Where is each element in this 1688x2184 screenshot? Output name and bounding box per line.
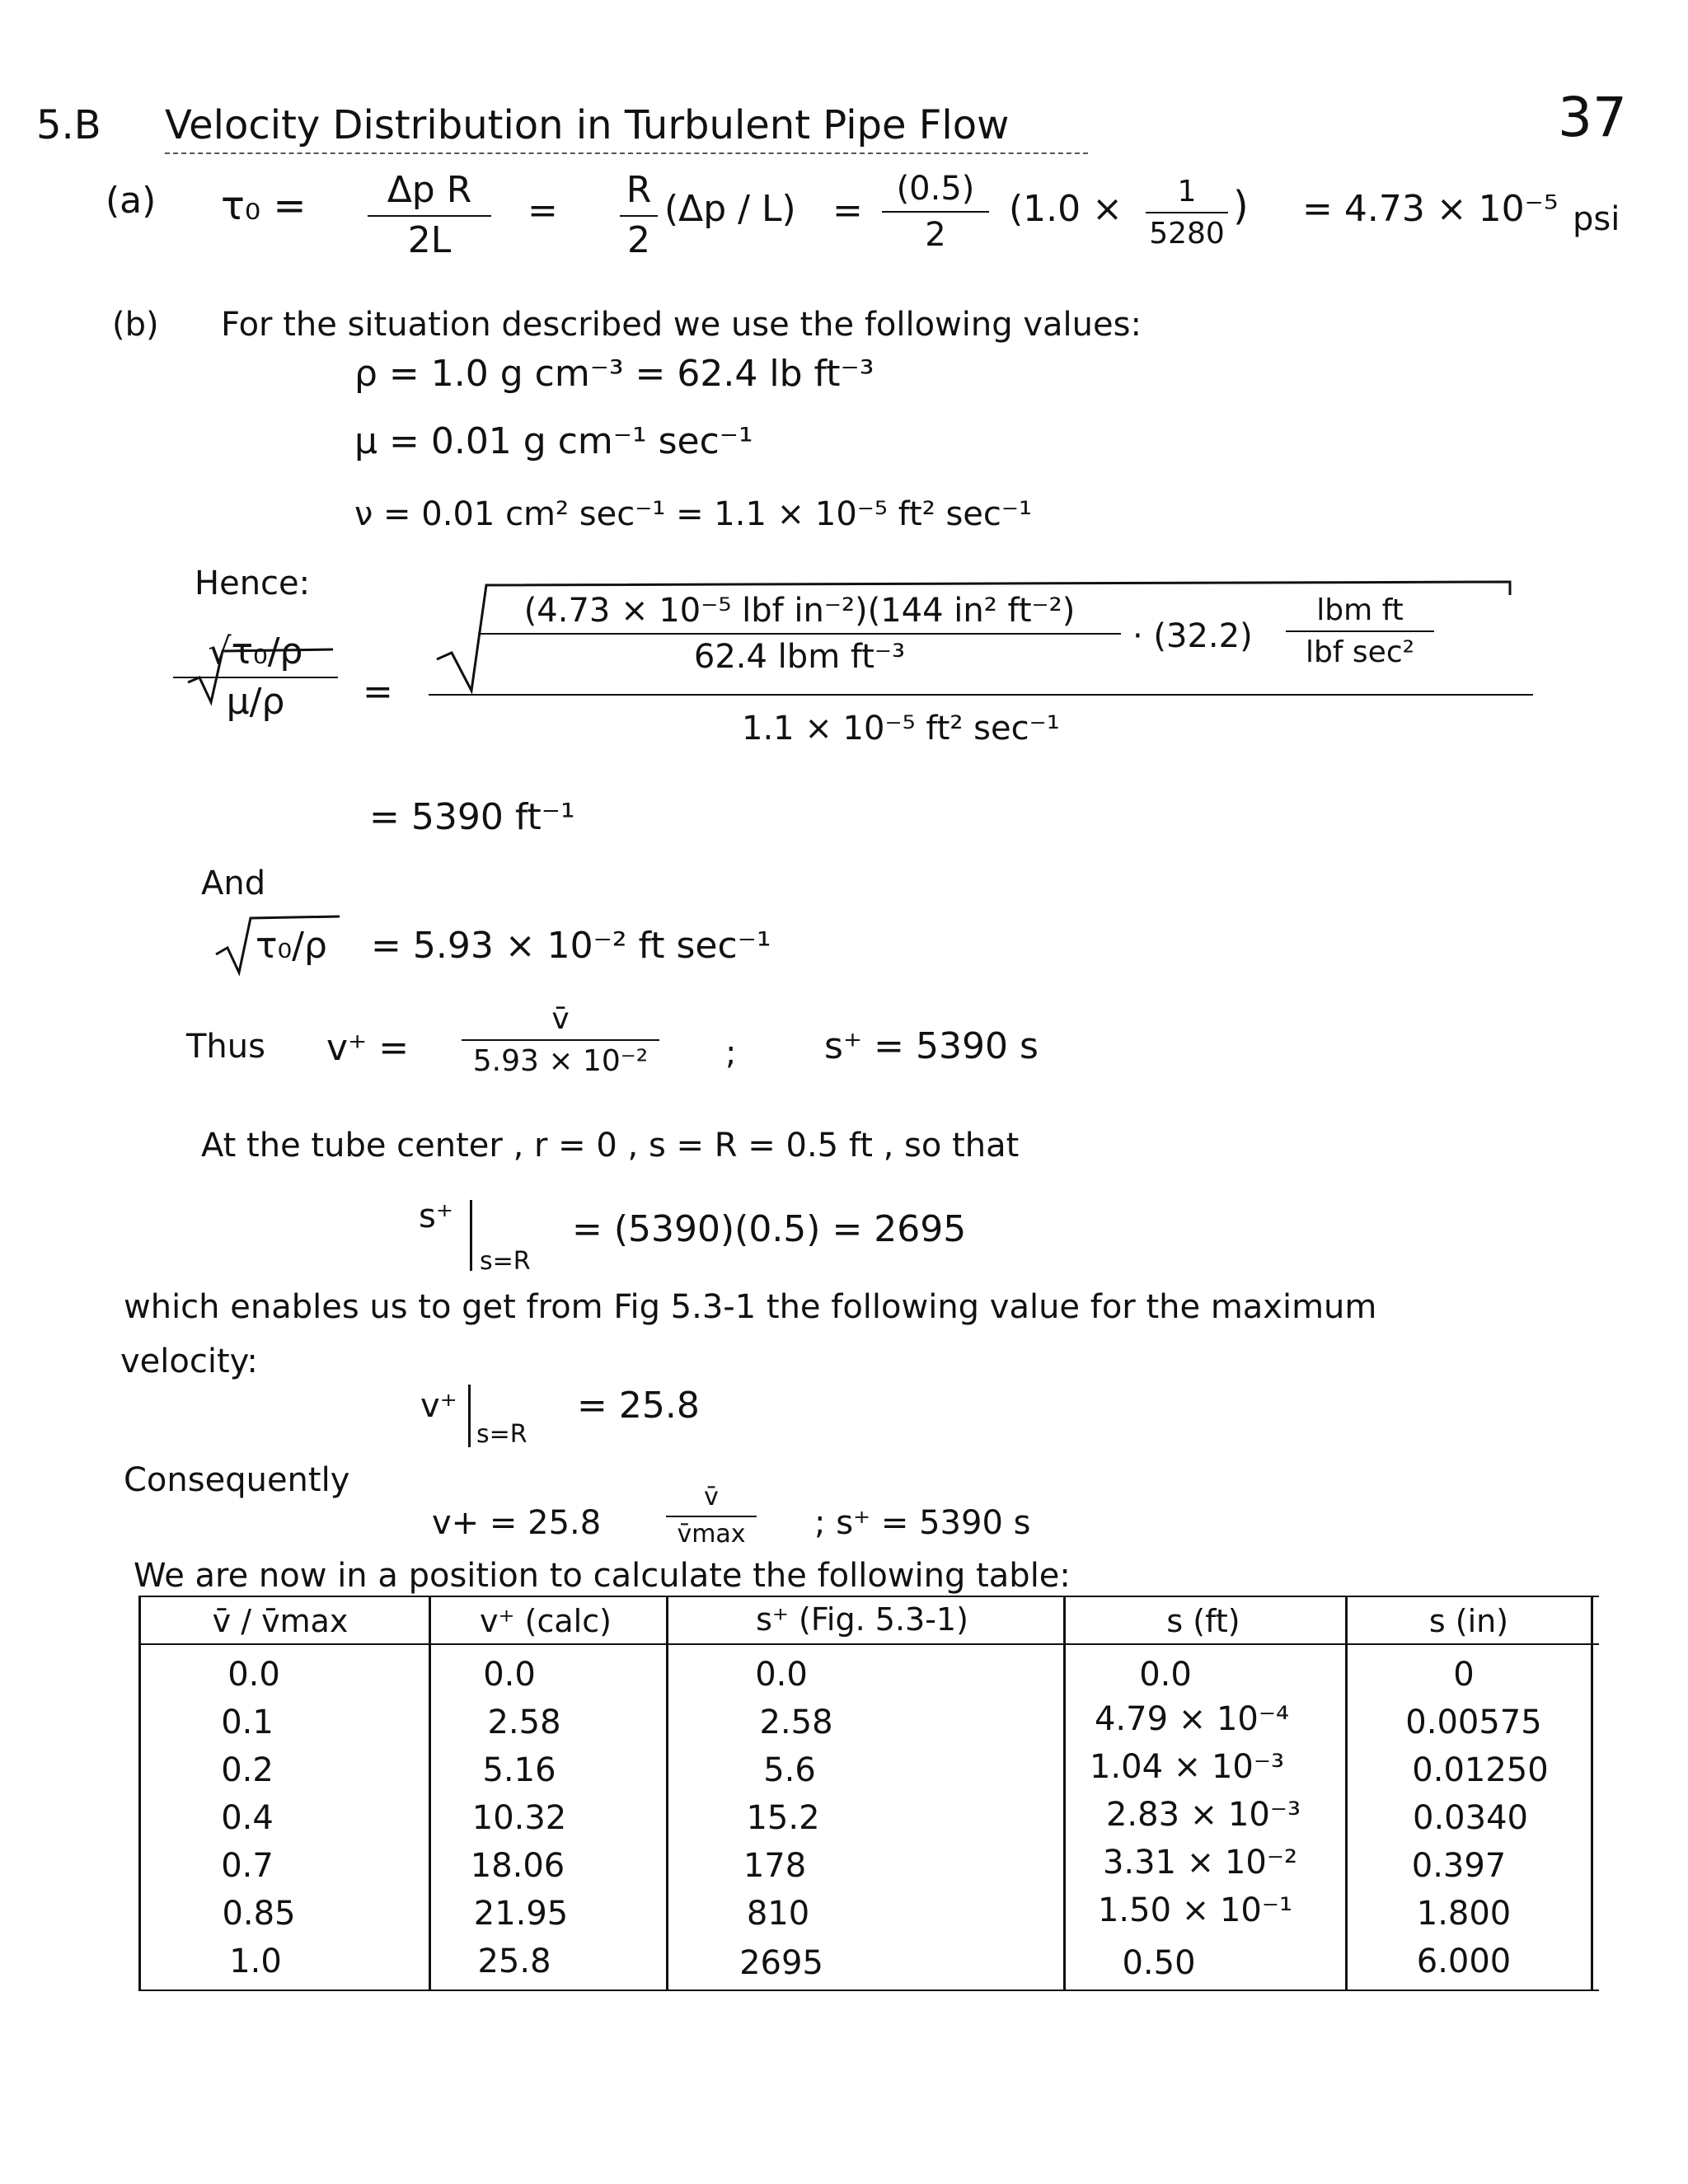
table-top-rule [138, 1596, 1599, 1597]
hence-label: Hence: [195, 565, 311, 602]
table-cell: 15.2 [746, 1799, 820, 1837]
fraction-numerator: lbm ft [1316, 593, 1404, 627]
fraction-denominator: 2 [627, 218, 650, 261]
table-cell: 0.2 [221, 1751, 274, 1789]
and-label: And [201, 865, 266, 902]
table-cell: 0.0 [483, 1656, 536, 1694]
part-b-label: (b) [112, 306, 159, 344]
tau-zero-result: = 4.73 × 10⁻⁵ [1302, 188, 1559, 230]
fraction-numerator: 1 [1177, 175, 1197, 209]
fraction-denominator: 2 [925, 216, 946, 254]
table-column-rule [1345, 1596, 1348, 1990]
density-line: ρ = 1.0 g cm⁻³ = 62.4 lb ft⁻³ [354, 353, 874, 395]
fraction-denominator: μ/ρ [226, 680, 285, 723]
vplus-at-R-rhs: = 25.8 [577, 1385, 700, 1427]
table-cell: 0.397 [1411, 1847, 1507, 1885]
equals-sign-2: = [832, 190, 863, 232]
page-number: 37 [1558, 86, 1627, 149]
table-column-rule [1063, 1596, 1066, 1990]
result-5390: = 5390 ft⁻¹ [369, 796, 575, 838]
fraction-bar [1286, 630, 1434, 632]
vplus-at-R-lhs: v⁺ [420, 1387, 457, 1425]
table-cell: 1.0 [229, 1943, 282, 1980]
table-cell: 18.06 [470, 1847, 565, 1885]
table-cell: 1.800 [1416, 1895, 1512, 1933]
splus-at-R-sub: s=R [480, 1247, 531, 1276]
table-cell: 2.58 [487, 1704, 561, 1741]
table-header-cell: s⁺ (Fig. 5.3-1) [756, 1601, 968, 1638]
part-b-intro: For the situation described we use the following values: [221, 306, 1142, 344]
table-cell: 0.0 [1139, 1656, 1192, 1694]
table-header-rule [138, 1643, 1599, 1645]
table-cell: 810 [746, 1895, 810, 1933]
fraction-bar [462, 1039, 659, 1041]
table-intro: We are now in a position to calculate the following table: [134, 1557, 1071, 1595]
splus-at-R-lhs: s⁺ [419, 1197, 453, 1235]
table-cell: 5.16 [482, 1751, 556, 1789]
unit-psi: psi [1573, 200, 1620, 238]
thus-label: Thus [186, 1028, 265, 1066]
equals-sign-1: = [528, 190, 558, 232]
table-header-cell: s (ft) [1166, 1603, 1240, 1639]
table-cell: 21.95 [473, 1895, 569, 1933]
fraction-denominator: 5.93 × 10⁻² [472, 1044, 649, 1079]
fraction-numerator: R [626, 169, 652, 211]
table-cell: 0.1 [221, 1704, 274, 1741]
evaluation-bar [470, 1200, 472, 1271]
table-cell: 0.7 [221, 1847, 274, 1885]
table-cell: 2695 [739, 1944, 823, 1982]
outer-fraction-bar [429, 694, 1533, 696]
table-cell: 1.04 × 10⁻³ [1089, 1748, 1285, 1786]
table-cell: 0.0 [227, 1656, 280, 1694]
viscosity-line: μ = 0.01 g cm⁻¹ sec⁻¹ [354, 420, 753, 462]
table-header-cell: s (in) [1428, 1603, 1509, 1639]
part-a-label: (a) [106, 180, 157, 222]
table-cell: 1.50 × 10⁻¹ [1097, 1891, 1293, 1929]
gc-fraction [1286, 593, 1434, 670]
table-cell: 0.85 [222, 1895, 296, 1933]
table-cell: 2.58 [759, 1704, 833, 1741]
table-header-cell: v̄ / v̄max [212, 1603, 349, 1639]
section-title: Velocity Distribution in Turbulent Pipe Flow [165, 102, 1010, 148]
table-cell: 6.000 [1416, 1943, 1512, 1980]
kinematic-viscosity-line: ν = 0.01 cm² sec⁻¹ = 1.1 × 10⁻⁵ ft² sec⁻¹ [354, 495, 1033, 533]
table-column-rule [666, 1596, 668, 1990]
table-cell: 178 [743, 1847, 807, 1885]
table-column-rule [1591, 1596, 1593, 1990]
table-cell: 0.50 [1122, 1944, 1196, 1982]
table-cell: 2.83 × 10⁻³ [1105, 1796, 1301, 1834]
vbar-over-vmax-fraction [666, 1483, 757, 1549]
table-cell: 0 [1453, 1656, 1475, 1694]
fraction-denominator: 5280 [1149, 217, 1225, 251]
equals-sign-3: = [363, 671, 393, 713]
splus-at-R-rhs: = (5390)(0.5) = 2695 [572, 1208, 967, 1250]
fraction-numerator: (0.5) [896, 170, 975, 208]
paren-1.0-times: (1.0 × [1009, 188, 1123, 230]
vplus-at-R-sub: s=R [476, 1420, 528, 1449]
fraction-numerator: (4.73 × 10⁻⁵ lbf in⁻²)(144 in² ft⁻²) [523, 592, 1076, 630]
vplus-lhs: v⁺ = [326, 1027, 410, 1069]
consequently-rhs: ; s⁺ = 5390 s [814, 1504, 1031, 1542]
table-cell: 3.31 × 10⁻² [1102, 1844, 1298, 1882]
friction-velocity: = 5.93 × 10⁻² ft sec⁻¹ [371, 925, 771, 967]
section-number: 5.B [36, 102, 101, 148]
fraction-numerator: v̄ [704, 1483, 719, 1511]
fraction-bar [666, 1516, 757, 1517]
table-cell: 0.00575 [1405, 1704, 1542, 1741]
tube-center-line: At the tube center , r = 0 , s = R = 0.5 ft , so that [201, 1127, 1020, 1165]
dp-over-l-paren: (Δp / L) [664, 188, 796, 230]
table-column-rule [429, 1596, 431, 1990]
table-bottom-rule [138, 1990, 1599, 1991]
fraction-bar [478, 633, 1121, 635]
sqrt-tau-rho: τ₀/ρ [256, 925, 327, 967]
outer-denominator: 1.1 × 10⁻⁵ ft² sec⁻¹ [742, 710, 1060, 748]
semicolon: ; [725, 1034, 737, 1072]
splus-definition: s⁺ = 5390 s [824, 1025, 1039, 1067]
consequently-lhs: v+ = 25.8 [432, 1504, 602, 1542]
gc-multiplier: · (32.2) [1132, 617, 1253, 655]
inner-fraction [478, 592, 1121, 676]
table-cell: 5.6 [763, 1751, 816, 1789]
table-cell: 0.01250 [1412, 1751, 1549, 1789]
fraction-denominator: v̄max [677, 1519, 746, 1549]
evaluation-bar [468, 1385, 471, 1447]
table-cell: 4.79 × 10⁻⁴ [1094, 1700, 1290, 1738]
vplus-fraction [462, 1002, 659, 1079]
table-cell: 10.32 [471, 1799, 567, 1837]
table-column-rule [138, 1596, 141, 1990]
fraction-denominator: 2L [407, 218, 452, 261]
consequently-label: Consequently [124, 1461, 350, 1499]
fraction-denominator: lbf sec² [1305, 635, 1415, 670]
table-cell: 0.0 [755, 1656, 808, 1694]
table-cell: 25.8 [477, 1943, 551, 1980]
tau-zero-lhs: τ₀ = [221, 183, 307, 229]
fraction-numerator: v̄ [551, 1002, 570, 1036]
paren-close: ) [1233, 183, 1249, 229]
table-cell: 0.0340 [1413, 1799, 1528, 1837]
enables-line-1: which enables us to get from Fig 5.3-1 the following value for the maximum [124, 1288, 1377, 1326]
fraction-numerator: √τ₀/ρ [208, 630, 303, 673]
table-cell: 0.4 [221, 1799, 274, 1837]
enables-line-2: velocity: [120, 1343, 258, 1380]
fraction-numerator: Δp R [387, 169, 472, 211]
fraction-denominator: 62.4 lbm ft⁻³ [693, 638, 906, 676]
table-header-cell: v⁺ (calc) [480, 1603, 612, 1639]
